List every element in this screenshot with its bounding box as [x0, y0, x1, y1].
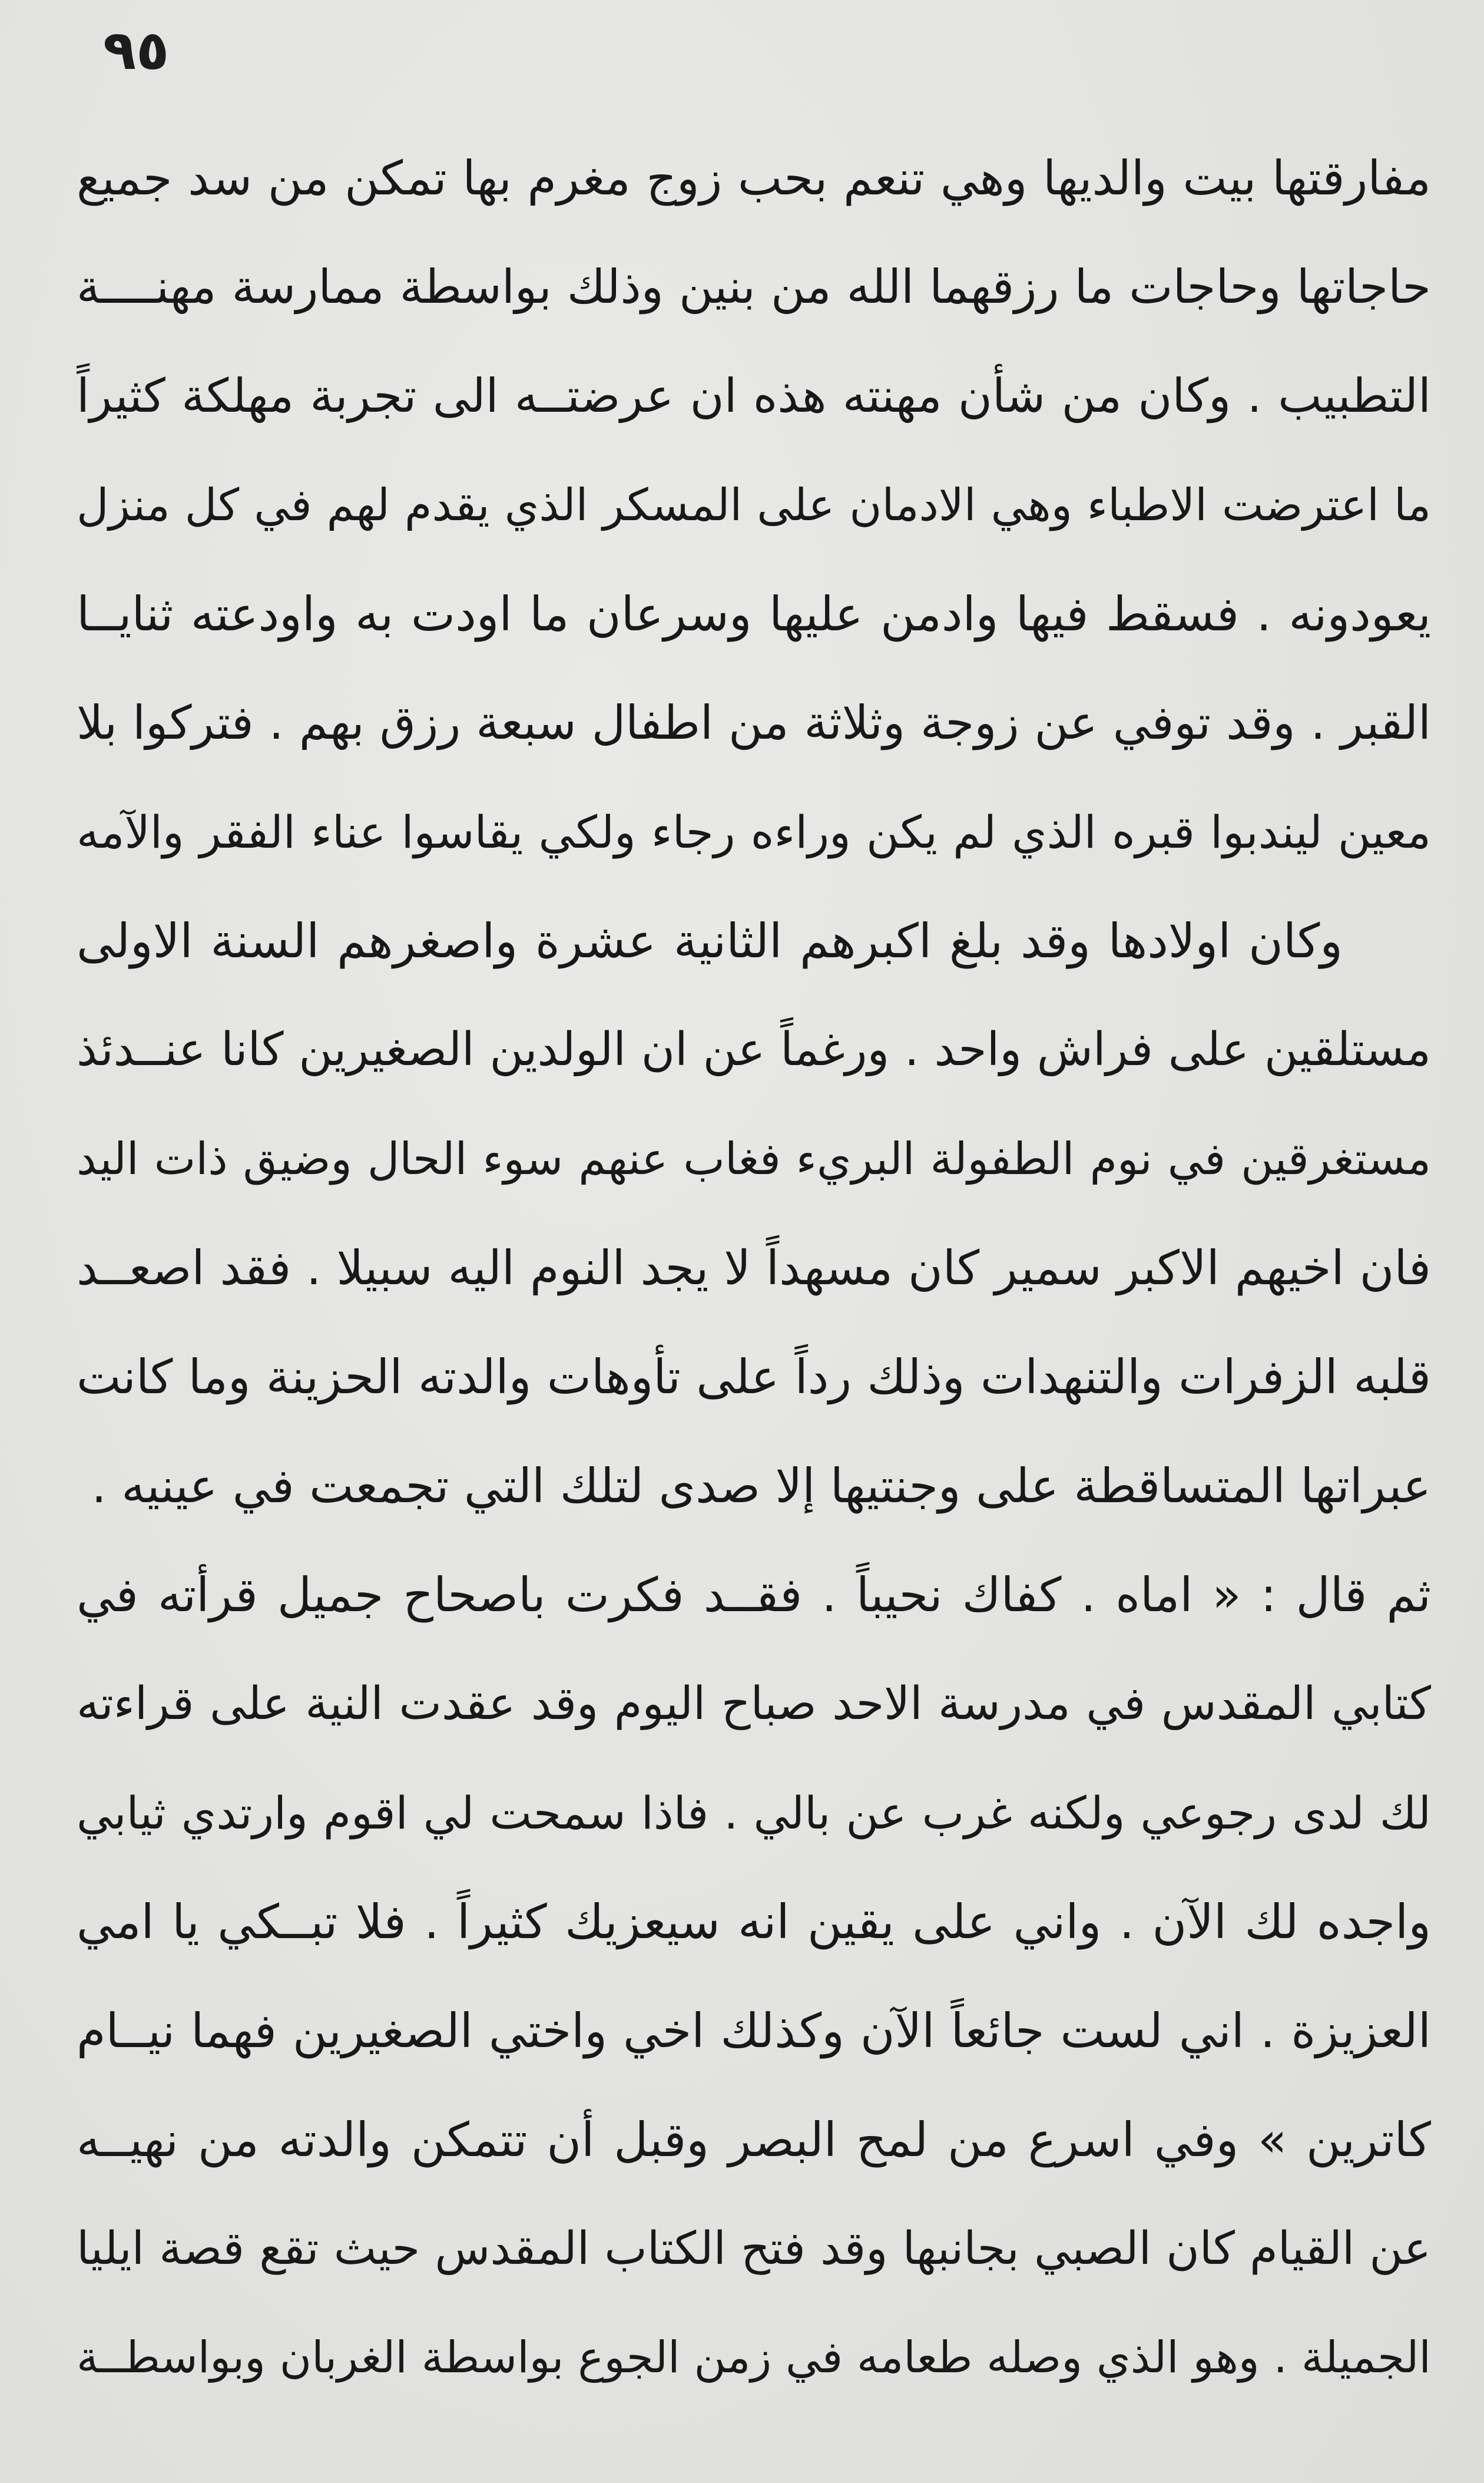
page-number: ٩٥: [103, 19, 170, 82]
text-line: واجده لك الآن . واني على يقين انه سيعزيك كثيراً . فلا تبــكي يا امي: [77, 1895, 1431, 1949]
paragraph-start-line: وكان اولادها وقد بلغ اكبرهم الثانية عشرة واصغرهم السنة الاولى: [77, 914, 1343, 968]
text-line: مستلقين على فراش واحد . ورغماً عن ان الولدين الصغيرين كانا عنــدئذ: [77, 1023, 1431, 1076]
text-line: ما اعترضت الاطباء وهي الادمان على المسكر الذي يقدم لهم في كل منزل: [77, 479, 1431, 531]
text-line: كاترين » وفي اسرع من لمح البصر وقبل أن تتمكن والدته من نهيــه: [77, 2112, 1431, 2167]
text-line: قلبه الزفرات والتنهدات وذلك رداً على تأوهات والدته الحزينة وما كانت: [77, 1350, 1431, 1404]
text-line: معين ليندبوا قبره الذي لم يكن وراءه رجاء ولكي يقاسوا عناء الفقر والآمه: [77, 806, 1431, 858]
text-line: فان اخيهم الاكبر سمير كان مسهداً لا يجد النوم اليه سبيلا . فقد اصعــد: [77, 1241, 1431, 1295]
text-line: الجميلة . وهو الذي وصله طعامه في زمن الجوع بواسطة الغربان وبواسطــة: [77, 2332, 1431, 2383]
text-line: القبر . وقد توفي عن زوجة وثلاثة من اطفال سبعة رزق بهم . فتركوا بلا: [77, 696, 1431, 750]
text-line: لك لدى رجوعي ولكنه غرب عن بالي . فاذا سمحت لي اقوم وارتدي ثيابي: [77, 1787, 1431, 1839]
text-line: كتابي المقدس في مدرسة الاحد صباح اليوم وقد عقدت النية على قراءته: [77, 1678, 1431, 1730]
paragraph-end-line: عبراتها المتساقطة على وجنتيها إلا صدى لتلك التي تجمعت في عينيه .: [91, 1459, 1431, 1513]
body-text: [77, 124, 1431, 2412]
text-line: العزيزة . اني لست جائعاً الآن وكذلك اخي واختي الصغيرين فهما نيــام: [77, 2003, 1431, 2058]
text-line: التطبيب . وكان من شأن مهنته هذه ان عرضتــه الى تجربة مهلكة كثيراً: [77, 369, 1431, 423]
text-line: حاجاتها وحاجات ما رزقهما الله من بنين وذلك بواسطة ممارسة مهنــــة: [77, 260, 1431, 314]
text-line: عن القيام كان الصبي بجانبها وقد فتح الكتاب المقدس حيث تقع قصة ايليا: [77, 2223, 1431, 2275]
text-line: ثم قال : « اماه . كفاك نحيباً . فقــد فكرت باصحاح جميل قرأته في: [77, 1568, 1431, 1622]
text-line: مستغرقين في نوم الطفولة البريء فغاب عنهم سوء الحال وضيق ذات اليد: [77, 1133, 1431, 1185]
text-line: يعودونه . فسقط فيها وادمن عليها وسرعان ما اودت به واودعته ثنايــا: [77, 587, 1431, 642]
text-line: مفارقتها بيت والديها وهي تنعم بحب زوج مغرم بها تمكن من سد جميع: [77, 151, 1431, 206]
